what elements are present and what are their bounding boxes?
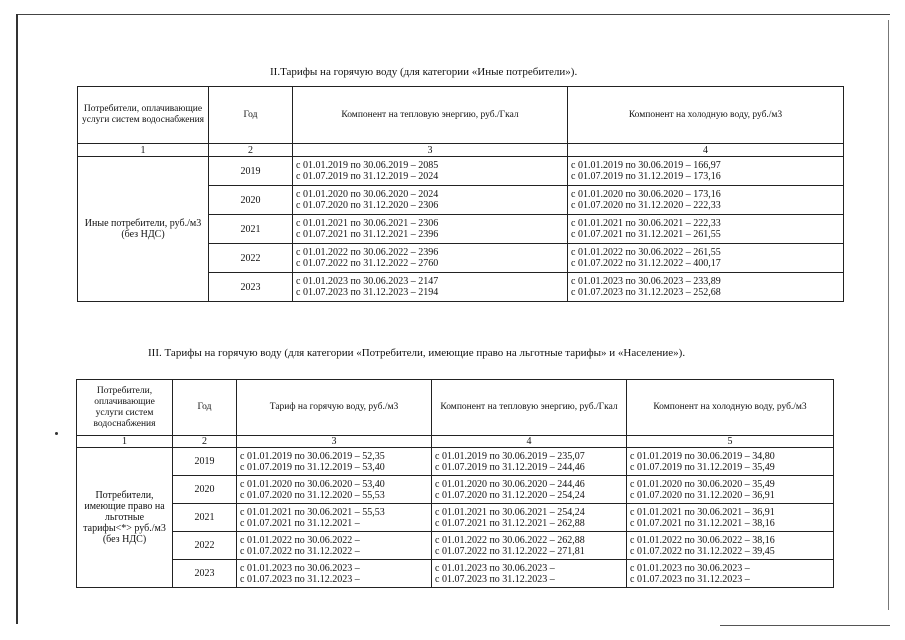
header-consumers: Потребители, оплачивающие услуги систем водоснабжения — [77, 380, 173, 436]
section-2-title: II.Тарифы на горячую воду (для категории «Иные потребители»). — [270, 66, 578, 78]
first-half-value: с 01.01.2019 по 30.06.2019 – 166,97 — [571, 160, 721, 171]
cold-component-cell — [627, 504, 834, 532]
first-half-value: с 01.01.2020 по 30.06.2020 – 35,49 — [630, 478, 775, 490]
second-half-value: с 01.07.2022 по 31.12.2022 – 271,81 — [435, 545, 585, 557]
table-row — [77, 560, 834, 588]
cold-component-cell — [568, 244, 844, 273]
column-number: 3 — [293, 144, 568, 157]
header-row — [78, 87, 844, 144]
first-half-value: с 01.01.2023 по 30.06.2023 – 2147 — [296, 276, 439, 287]
first-half-value: с 01.01.2022 по 30.06.2022 – 262,88 — [435, 534, 585, 546]
first-half-value: с 01.01.2023 по 30.06.2023 – — [630, 562, 750, 574]
second-half-value: с 01.07.2020 по 31.12.2020 – 254,24 — [435, 489, 585, 501]
first-half-value: с 01.01.2022 по 30.06.2022 – 261,55 — [571, 247, 721, 258]
second-half-value: с 01.07.2020 по 31.12.2020 – 55,53 — [240, 489, 385, 501]
second-half-value: с 01.07.2019 по 31.12.2019 – 53,40 — [240, 461, 385, 473]
header-year: Год — [173, 380, 237, 436]
year-cell: 2022 — [209, 244, 293, 273]
second-half-value: с 01.07.2019 по 31.12.2019 – 2024 — [296, 171, 439, 182]
second-half-value: с 01.07.2023 по 31.12.2023 – — [240, 573, 360, 585]
column-number-row — [78, 144, 844, 157]
first-half-value: с 01.01.2020 по 30.06.2020 – 244,46 — [435, 478, 585, 490]
first-half-value: с 01.01.2021 по 30.06.2021 – 55,53 — [240, 506, 385, 518]
consumer-group-label: Иные потребители, руб./м3 (без НДС) — [78, 157, 209, 302]
cold-component-cell — [627, 476, 834, 504]
header-year: Год — [209, 87, 293, 144]
first-half-value: с 01.01.2022 по 30.06.2022 – — [240, 534, 360, 546]
second-half-value: с 01.07.2023 по 31.12.2023 – 252,68 — [571, 287, 721, 298]
year-cell: 2021 — [209, 215, 293, 244]
heat-component-cell — [432, 560, 627, 588]
column-number: 2 — [209, 144, 293, 157]
page-border-left — [16, 14, 18, 624]
header-heat-component: Компонент на тепловую энергию, руб./Гкал — [293, 87, 568, 144]
second-half-value: с 01.07.2020 по 31.12.2020 – 2306 — [296, 200, 439, 211]
year-cell: 2019 — [173, 448, 237, 476]
page-border-right — [888, 20, 889, 610]
first-half-value: с 01.01.2021 по 30.06.2021 – 36,91 — [630, 506, 775, 518]
second-half-value: с 01.07.2021 по 31.12.2021 – 38,16 — [630, 517, 775, 529]
cold-component-cell — [568, 215, 844, 244]
column-number: 3 — [237, 436, 432, 448]
hot-water-tariff-cell — [237, 448, 432, 476]
year-cell: 2020 — [209, 186, 293, 215]
heat-component-cell — [432, 504, 627, 532]
header-cold-component: Компонент на холодную воду, руб./м3 — [568, 87, 844, 144]
header-heat-component: Компонент на тепловую энергию, руб./Гкал — [432, 380, 627, 436]
second-half-value: с 01.07.2022 по 31.12.2022 – 400,17 — [571, 258, 721, 269]
first-half-value: с 01.01.2020 по 30.06.2020 – 173,16 — [571, 189, 721, 200]
second-half-value: с 01.07.2021 по 31.12.2021 – 261,55 — [571, 229, 721, 240]
year-cell: 2019 — [209, 157, 293, 186]
first-half-value: с 01.01.2023 по 30.06.2023 – — [240, 562, 360, 574]
column-number: 4 — [432, 436, 627, 448]
year-cell: 2020 — [173, 476, 237, 504]
first-half-value: с 01.01.2019 по 30.06.2019 – 2085 — [296, 160, 439, 171]
table-row — [78, 157, 844, 186]
header-hot-water-tariff: Тариф на горячую воду, руб./м3 — [237, 380, 432, 436]
page-border-bottom — [720, 625, 890, 626]
first-half-value: с 01.01.2021 по 30.06.2021 – 222,33 — [571, 218, 721, 229]
scan-speck — [55, 432, 58, 435]
year-cell: 2022 — [173, 532, 237, 560]
hot-water-tariff-cell — [237, 504, 432, 532]
second-half-value: с 01.07.2021 по 31.12.2021 – — [240, 517, 360, 529]
hot-water-tariffs-preferential-consumers-table — [76, 379, 834, 588]
second-half-value: с 01.07.2020 по 31.12.2020 – 222,33 — [571, 200, 721, 211]
heat-component-cell — [293, 186, 568, 215]
hot-water-tariff-cell — [237, 476, 432, 504]
first-half-value: с 01.01.2023 по 30.06.2023 – 233,89 — [571, 276, 721, 287]
heat-component-cell — [432, 476, 627, 504]
column-number: 5 — [627, 436, 834, 448]
first-half-value: с 01.01.2022 по 30.06.2022 – 38,16 — [630, 534, 775, 546]
column-number: 4 — [568, 144, 844, 157]
second-half-value: с 01.07.2021 по 31.12.2021 – 2396 — [296, 229, 439, 240]
table-row — [77, 504, 834, 532]
cold-component-cell — [627, 532, 834, 560]
cold-component-cell — [568, 186, 844, 215]
first-half-value: с 01.01.2020 по 30.06.2020 – 53,40 — [240, 478, 385, 490]
heat-component-cell — [432, 448, 627, 476]
second-half-value: с 01.07.2022 по 31.12.2022 – 2760 — [296, 258, 439, 269]
column-number: 1 — [77, 436, 173, 448]
heat-component-cell — [293, 215, 568, 244]
page-border-top — [18, 14, 890, 15]
heat-component-cell — [432, 532, 627, 560]
second-half-value: с 01.07.2019 по 31.12.2019 – 173,16 — [571, 171, 721, 182]
first-half-value: с 01.01.2021 по 30.06.2021 – 254,24 — [435, 506, 585, 518]
hot-water-tariff-cell — [237, 560, 432, 588]
first-half-value: с 01.01.2021 по 30.06.2021 – 2306 — [296, 218, 439, 229]
table-row — [77, 476, 834, 504]
table-row — [77, 532, 834, 560]
year-cell: 2023 — [209, 273, 293, 302]
column-number: 1 — [78, 144, 209, 157]
first-half-value: с 01.01.2022 по 30.06.2022 – 2396 — [296, 247, 439, 258]
cold-component-cell — [568, 157, 844, 186]
second-half-value: с 01.07.2023 по 31.12.2023 – — [435, 573, 555, 585]
second-half-value: с 01.07.2022 по 31.12.2022 – 39,45 — [630, 545, 775, 557]
heat-component-cell — [293, 157, 568, 186]
cold-component-cell — [568, 273, 844, 302]
header-row — [77, 380, 834, 436]
second-half-value: с 01.07.2022 по 31.12.2022 – — [240, 545, 360, 557]
hot-water-tariffs-other-consumers-table — [77, 86, 844, 302]
second-half-value: с 01.07.2021 по 31.12.2021 – 262,88 — [435, 517, 585, 529]
section-3-title: III. Тарифы на горячую воду (для категории «Потребители, имеющие право на льготные тарифы» и «Население»). — [148, 347, 686, 359]
table-row — [77, 448, 834, 476]
cold-component-cell — [627, 448, 834, 476]
year-cell: 2021 — [173, 504, 237, 532]
heat-component-cell — [293, 273, 568, 302]
header-consumers: Потребители, оплачивающие услуги систем водоснабжения — [78, 87, 209, 144]
year-cell: 2023 — [173, 560, 237, 588]
first-half-value: с 01.01.2019 по 30.06.2019 – 34,80 — [630, 450, 775, 462]
cold-component-cell — [627, 560, 834, 588]
second-half-value: с 01.07.2020 по 31.12.2020 – 36,91 — [630, 489, 775, 501]
second-half-value: с 01.07.2023 по 31.12.2023 – — [630, 573, 750, 585]
second-half-value: с 01.07.2019 по 31.12.2019 – 244,46 — [435, 461, 585, 473]
first-half-value: с 01.01.2019 по 30.06.2019 – 52,35 — [240, 450, 385, 462]
first-half-value: с 01.01.2019 по 30.06.2019 – 235,07 — [435, 450, 585, 462]
column-number-row — [77, 436, 834, 448]
first-half-value: с 01.01.2023 по 30.06.2023 – — [435, 562, 555, 574]
heat-component-cell — [293, 244, 568, 273]
header-cold-component: Компонент на холодную воду, руб./м3 — [627, 380, 834, 436]
hot-water-tariff-cell — [237, 532, 432, 560]
column-number: 2 — [173, 436, 237, 448]
first-half-value: с 01.01.2020 по 30.06.2020 – 2024 — [296, 189, 439, 200]
consumer-group-label: Потребители, имеющие право на льготные тарифы<*> руб./м3 (без НДС) — [77, 448, 173, 588]
second-half-value: с 01.07.2019 по 31.12.2019 – 35,49 — [630, 461, 775, 473]
second-half-value: с 01.07.2023 по 31.12.2023 – 2194 — [296, 287, 439, 298]
